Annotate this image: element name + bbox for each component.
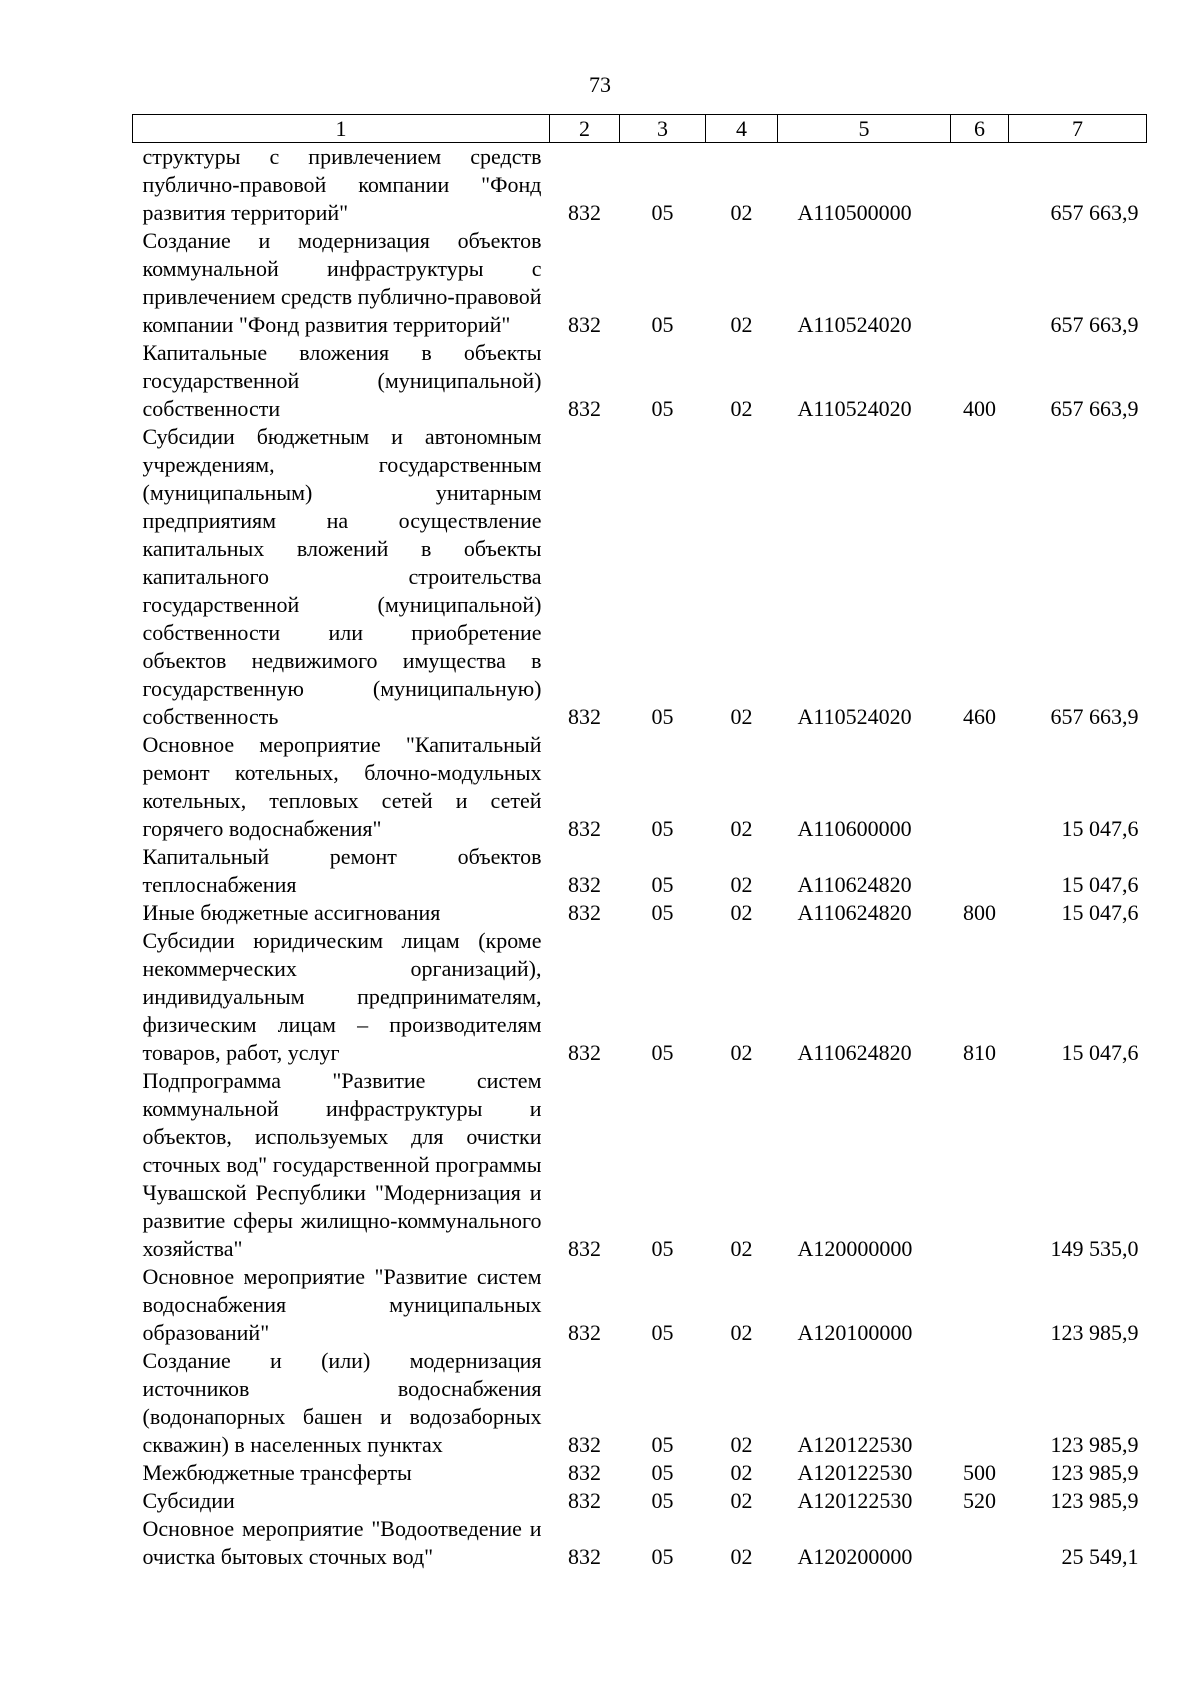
code-col-6: 460 bbox=[963, 704, 996, 729]
code-col-5: А110524020 bbox=[797, 704, 912, 729]
code-col-4: 02 bbox=[730, 900, 753, 925]
code-col-5: А120200000 bbox=[797, 1544, 913, 1569]
code-col-4: 02 bbox=[730, 1320, 753, 1345]
amount: 657 663,9 bbox=[1050, 704, 1139, 729]
amount: 25 549,1 bbox=[1061, 1544, 1139, 1569]
item-name: структуры с привлечением средств публично-правовой компании "Фонд развития территорий" bbox=[142, 144, 542, 225]
code-col-6: 400 bbox=[963, 396, 996, 421]
column-header: 2 bbox=[550, 115, 620, 143]
code-col-4: 02 bbox=[730, 1544, 753, 1569]
table-row bbox=[133, 899, 1147, 927]
code-col-2: 832 bbox=[568, 1460, 601, 1485]
code-col-3: 05 bbox=[651, 1460, 674, 1485]
code-col-4: 02 bbox=[730, 816, 753, 841]
table-row bbox=[133, 1347, 1147, 1459]
code-col-2: 832 bbox=[568, 396, 601, 421]
code-col-4: 02 bbox=[730, 200, 753, 225]
code-col-6 bbox=[951, 1347, 1009, 1459]
item-name: Капитальные вложения в объекты государственной (муниципальной) собственности bbox=[142, 340, 542, 421]
code-col-5: А110524020 bbox=[797, 312, 912, 337]
item-name: Создание и модернизация объектов коммунальной инфраструктуры с привлечением средств публично-правовой компании "Фонд развития территорий" bbox=[142, 228, 542, 337]
table-row bbox=[133, 1459, 1147, 1487]
code-col-4: 02 bbox=[730, 1236, 753, 1261]
code-col-3: 05 bbox=[651, 704, 674, 729]
code-col-2: 832 bbox=[568, 872, 601, 897]
item-name: Субсидии бюджетным и автономным учреждениям, государственным (муниципальным) унитарным предприятиям на осуществление капитальных вложений в объекты капитального строительства государственной (муниципальной) собственности или приобретение объектов недвижимого имущества в государственную (муниципальную) собственность bbox=[142, 424, 542, 729]
code-col-5: А120000000 bbox=[797, 1236, 913, 1261]
page-number: 73 bbox=[589, 72, 611, 97]
code-col-6: 810 bbox=[963, 1040, 996, 1065]
item-name: Капитальный ремонт объектов теплоснабжения bbox=[142, 844, 542, 897]
item-name: Основное мероприятие "Водоотведение и очистка бытовых сточных вод" bbox=[142, 1516, 542, 1569]
amount: 15 047,6 bbox=[1061, 1040, 1139, 1065]
code-col-6 bbox=[951, 227, 1009, 339]
code-col-5: А110624820 bbox=[797, 900, 912, 925]
code-col-3: 05 bbox=[651, 1544, 674, 1569]
amount: 657 663,9 bbox=[1050, 312, 1139, 337]
code-col-6: 520 bbox=[963, 1488, 996, 1513]
code-col-5: А110624820 bbox=[797, 1040, 912, 1065]
code-col-4: 02 bbox=[730, 1432, 753, 1457]
column-header: 6 bbox=[951, 115, 1009, 143]
code-col-4: 02 bbox=[730, 1488, 753, 1513]
code-col-3: 05 bbox=[651, 816, 674, 841]
code-col-2: 832 bbox=[568, 1320, 601, 1345]
column-header: 3 bbox=[620, 115, 706, 143]
code-col-6 bbox=[951, 143, 1009, 228]
code-col-6: 500 bbox=[963, 1460, 996, 1485]
code-col-5: А110600000 bbox=[797, 816, 912, 841]
table-row bbox=[133, 227, 1147, 339]
code-col-2: 832 bbox=[568, 1236, 601, 1261]
code-col-2: 832 bbox=[568, 1544, 601, 1569]
item-name: Субсидии юридическим лицам (кроме некоммерческих организаций), индивидуальным предпринимателям, физическим лицам – производителям товаров, работ, услуг bbox=[142, 928, 542, 1065]
code-col-3: 05 bbox=[651, 1040, 674, 1065]
code-col-4: 02 bbox=[730, 1460, 753, 1485]
table-row bbox=[133, 423, 1147, 731]
header-row bbox=[133, 115, 1147, 143]
table-row bbox=[133, 1263, 1147, 1347]
code-col-2: 832 bbox=[568, 1488, 601, 1513]
table-row bbox=[133, 843, 1147, 899]
code-col-3: 05 bbox=[651, 900, 674, 925]
code-col-6 bbox=[951, 731, 1009, 843]
column-header: 4 bbox=[706, 115, 778, 143]
code-col-4: 02 bbox=[730, 1040, 753, 1065]
code-col-2: 832 bbox=[568, 900, 601, 925]
code-col-3: 05 bbox=[651, 1432, 674, 1457]
table-row bbox=[133, 339, 1147, 423]
amount: 123 985,9 bbox=[1050, 1460, 1139, 1485]
table-row bbox=[133, 1515, 1147, 1571]
table-row bbox=[133, 927, 1147, 1067]
code-col-3: 05 bbox=[651, 1236, 674, 1261]
item-name: Основное мероприятие "Развитие систем водоснабжения муниципальных образований" bbox=[142, 1264, 542, 1345]
code-col-6 bbox=[951, 1067, 1009, 1263]
code-col-3: 05 bbox=[651, 396, 674, 421]
code-col-5: А110624820 bbox=[797, 872, 912, 897]
column-header: 7 bbox=[1009, 115, 1147, 143]
amount: 123 985,9 bbox=[1050, 1432, 1139, 1457]
code-col-6: 800 bbox=[963, 900, 996, 925]
code-col-3: 05 bbox=[651, 200, 674, 225]
item-name: Субсидии bbox=[142, 1488, 235, 1513]
column-header: 5 bbox=[778, 115, 951, 143]
table-row bbox=[133, 1487, 1147, 1515]
amount: 123 985,9 bbox=[1050, 1320, 1139, 1345]
table-row bbox=[133, 731, 1147, 843]
code-col-5: А110524020 bbox=[797, 396, 912, 421]
code-col-2: 832 bbox=[568, 816, 601, 841]
code-col-2: 832 bbox=[568, 1040, 601, 1065]
code-col-6 bbox=[951, 1263, 1009, 1347]
code-col-5: А120100000 bbox=[797, 1320, 913, 1345]
code-col-3: 05 bbox=[651, 1488, 674, 1513]
amount: 15 047,6 bbox=[1061, 872, 1139, 897]
amount: 657 663,9 bbox=[1050, 396, 1139, 421]
item-name: Иные бюджетные ассигнования bbox=[142, 900, 441, 925]
code-col-2: 832 bbox=[568, 1432, 601, 1457]
code-col-5: А120122530 bbox=[797, 1488, 913, 1513]
code-col-2: 832 bbox=[568, 312, 601, 337]
item-name: Основное мероприятие "Капитальный ремонт котельных, блочно-модульных котельных, тепловых сетей и сетей горячего водоснабжения" bbox=[142, 732, 542, 841]
table-body bbox=[133, 143, 1147, 1572]
code-col-4: 02 bbox=[730, 872, 753, 897]
budget-table bbox=[132, 114, 1147, 1571]
code-col-5: А120122530 bbox=[797, 1432, 913, 1457]
code-col-4: 02 bbox=[730, 396, 753, 421]
code-col-6 bbox=[951, 843, 1009, 899]
column-header: 1 bbox=[133, 115, 550, 143]
amount: 657 663,9 bbox=[1050, 200, 1139, 225]
item-name: Межбюджетные трансферты bbox=[142, 1460, 412, 1485]
code-col-2: 832 bbox=[568, 200, 601, 225]
amount: 149 535,0 bbox=[1050, 1236, 1139, 1261]
code-col-2: 832 bbox=[568, 704, 601, 729]
code-col-5: А110500000 bbox=[797, 200, 912, 225]
amount: 15 047,6 bbox=[1061, 816, 1139, 841]
table-row bbox=[133, 143, 1147, 228]
amount: 15 047,6 bbox=[1061, 900, 1139, 925]
item-name: Подпрограмма "Развитие систем коммунальной инфраструктуры и объектов, используемых для очистки сточных вод" государственной программы Чувашской Республики "Модернизация и развитие сферы жилищно-коммунального хозяйства" bbox=[142, 1068, 542, 1261]
code-col-3: 05 bbox=[651, 872, 674, 897]
code-col-5: А120122530 bbox=[797, 1460, 913, 1485]
code-col-6 bbox=[951, 1515, 1009, 1571]
amount: 123 985,9 bbox=[1050, 1488, 1139, 1513]
code-col-4: 02 bbox=[730, 312, 753, 337]
code-col-3: 05 bbox=[651, 1320, 674, 1345]
code-col-4: 02 bbox=[730, 704, 753, 729]
table-row bbox=[133, 1067, 1147, 1263]
code-col-3: 05 bbox=[651, 312, 674, 337]
item-name: Создание и (или) модернизация источников водоснабжения (водонапорных башен и водозаборных скважин) в населенных пунктах bbox=[142, 1348, 542, 1457]
